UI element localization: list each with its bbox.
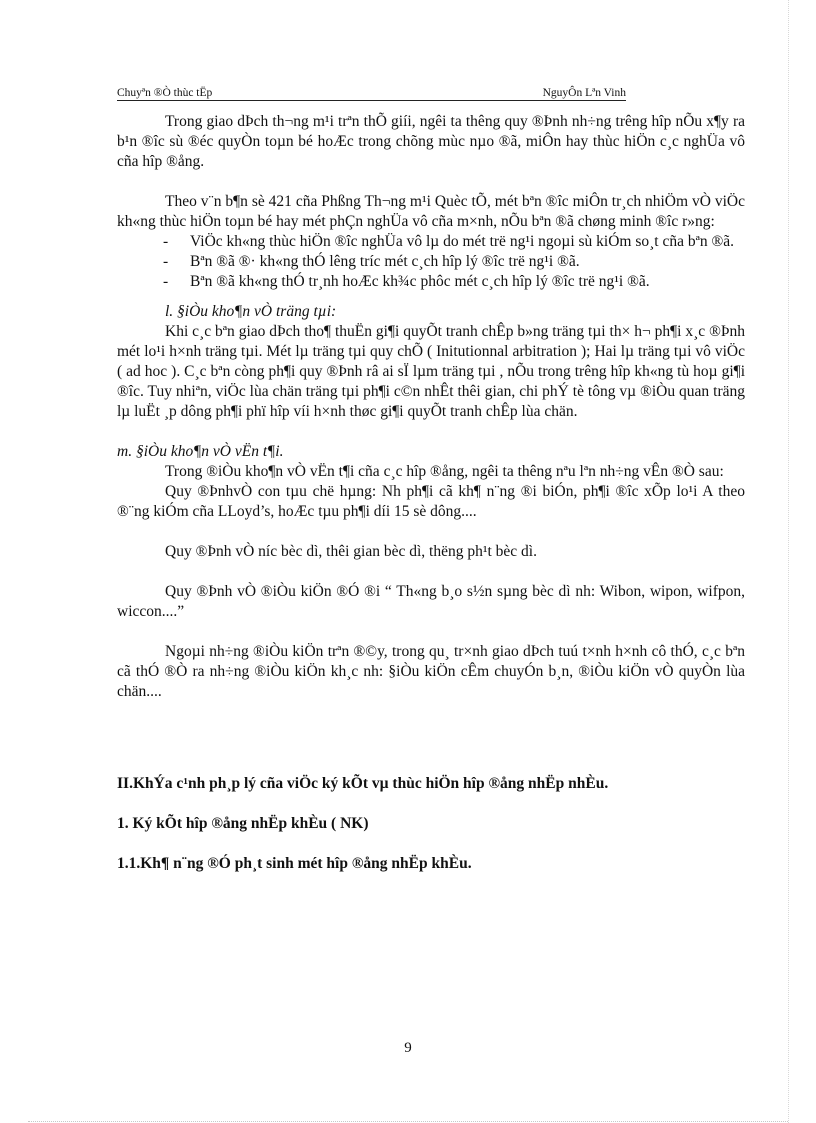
dash-marker: -	[163, 253, 169, 270]
subsection-heading-1: 1. Ký kÕt hîp ®ång nhËp khÈu ( NK)	[117, 815, 369, 832]
subsection-heading-1-1: 1.1.Kh¶ n¨ng ®Ó ph¸t sinh mét hîp ®ång nhËp khÈu.	[117, 855, 472, 872]
dash-marker: -	[163, 233, 169, 250]
list-item: - Bªn ®ã ®· kh«ng thÓ lêng tríc mét c¸ch hîp lý ®îc trë ng¹i ®ã.	[163, 253, 580, 270]
section-heading-ii: II.KhÝa c¹nh ph¸p lý cña viÖc ký kÕt vµ thùc hiÖn hîp ®ång nhËp nhÈu.	[117, 775, 609, 792]
paragraph: Quy ®ÞnhvÒ con tµu chë hµng: Nh ph¶i cã kh¶ n¨ng ®i biÓn, ph¶i ®îc xÕp lo¹i A theo ®¨ng kiÓm cña LLoyd’s, hoÆc tµu ph¶i díi 15 sè dông....	[117, 483, 745, 520]
list-item: - ViÖc kh«ng thùc hiÖn ®îc nghÜa vô lµ do mét trë ng¹i ngoµi sù kiÓm so¸t cña bªn ®ã.	[163, 233, 735, 250]
page-number: 9	[404, 1040, 412, 1056]
paragraph: Ngoµi nh÷ng ®iÒu kiÖn trªn ®©y, trong qu¸ tr×nh giao dÞch tuú t×nh h×nh cô thÓ, c¸c bªn cã thÓ ®Ò ra nh÷ng ®iÒu kiÖn kh¸c nh: §iÒu kiÖn cÊm chuyÓn b¸n, ®iÒu kiÖn vÒ quyÒn lùa chän....	[117, 643, 745, 700]
section-heading-l: l. §iÒu kho¶n vÒ träng tµi:	[165, 303, 337, 320]
paragraph: Theo v¨n b¶n sè 421 cña Phßng Th¬ng m¹i Quèc tÕ, mét bªn ®îc miÔn tr¸ch nhiÖm vÒ viÖc kh«ng thùc hiÖn toµn bé hay mét phÇn nghÜa vô cña m×nh, nÕu bªn ®ã chøng minh ®îc r»ng:	[117, 193, 745, 230]
page-header	[117, 86, 626, 101]
paragraph: Quy ®Þnh vÒ ®iÒu kiÖn ®Ó ®i “ Th«ng b¸o s½n sµng bèc dì nh: Wibon, wipon, wifpon, wiccon....”	[117, 583, 745, 620]
section-heading-m: m. §iÒu kho¶n vÒ vËn t¶i.	[117, 443, 284, 460]
page-right-border	[788, 0, 790, 1123]
dash-marker: -	[163, 273, 169, 290]
header-author: NguyÔn Lªn Vinh	[542, 87, 626, 99]
header-title: Chuyªn ®Ò thùc tËp	[117, 87, 213, 99]
condition-list	[117, 232, 745, 292]
page-body	[117, 112, 745, 874]
paragraph: Trong ®iÒu kho¶n vÒ vËn t¶i cña c¸c hîp ®ång, ngêi ta thêng nªu lªn nh÷ng vÊn ®Ò sau:	[165, 463, 724, 480]
list-item: - Bªn ®ã kh«ng thÓ tr¸nh hoÆc kh¾c phôc mét c¸ch hîp lý ®îc trë ng¹i ®ã.	[163, 273, 650, 290]
paragraph: Trong giao dÞch th¬ng m¹i trªn thÕ giíi, ngêi ta thêng quy ®Þnh nh÷ng trêng hîp nÕu x¶y ra b¹n ®îc sù ®éc quyÒn toµn bé hoÆc trong chõng mùc nµo ®ã, miÔn hay thùc hiÖn c¸c nghÜa vô cña hîp ®ång.	[117, 113, 745, 170]
paragraph: Khi c¸c bªn giao dÞch tho¶ thuËn gi¶i quyÕt tranh chÊp b»ng träng tµi th× h¬ ph¶i x¸c ®Þnh mét lo¹i h×nh träng tµi. Mét lµ träng tµi quy chÕ ( Initutionnal arbitration ); Hai lµ träng tµi vô viÖc ( ad hoc ). C¸c bªn còng ph¶i quy ®Þnh râ ai sÏ lµm träng tµi , nÕu trong trêng hîp kh«ng tù hoµ gi¶i ®îc. Tuy nhiªn, viÖc lùa chän träng tµi ph¶i c©n nhÊt thêi gian, chi phÝ tè tông vµ ®iÒu quan träng lµ luËt ¸p dông ph¶i phï hîp víi h×nh thøc gi¶i quyÕt tranh chÊp lùa chän.	[117, 323, 745, 420]
paragraph: Quy ®Þnh vÒ níc bèc dì, thêi gian bèc dì, thëng ph¹t bèc dì.	[165, 543, 537, 560]
